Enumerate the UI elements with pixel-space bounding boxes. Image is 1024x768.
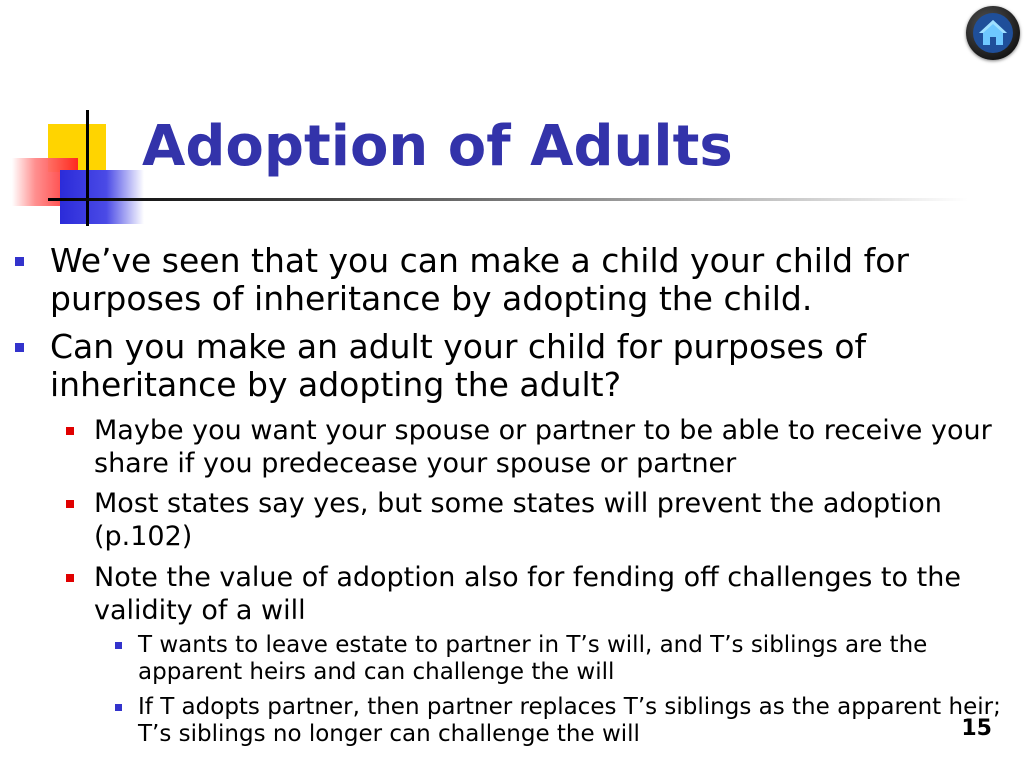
sub-sub-bullet-text: T wants to leave estate to partner in T’s will, and T’s siblings are the apparent heirs and can challenge the will [138, 632, 928, 685]
sub-bullet-text: Most states say yes, but some states will prevent the adoption (p.102) [94, 488, 942, 552]
home-icon [971, 11, 1015, 55]
sub-sub-bullet-text: If T adopts partner, then partner replaces T’s siblings as the apparent heir; T’s siblings no longer can challenge the will [138, 694, 1001, 747]
decorative-blue-square [60, 170, 144, 224]
sub-sub-bullet-marker [115, 704, 122, 711]
slide-title: Adoption of Adults [142, 114, 733, 179]
sub-bullet-marker [66, 574, 74, 582]
bullet-marker [15, 343, 24, 352]
sub-sub-bullet-marker [115, 642, 122, 649]
slide-number: 15 [961, 716, 992, 741]
home-button[interactable] [966, 6, 1020, 60]
bullet-text: We’ve seen that you can make a child your child for purposes of inheritance by adopting the child. [50, 241, 909, 318]
sub-bullet-marker [66, 427, 74, 435]
sub-bullet-text: Note the value of adoption also for fending off challenges to the validity of a will [94, 562, 961, 626]
title-underline [48, 198, 968, 201]
bullet-marker [15, 257, 24, 266]
sub-bullet-marker [66, 500, 74, 508]
sub-bullet-text: Maybe you want your spouse or partner to be able to receive your share if you predecease your spouse or partner [94, 415, 992, 479]
bullet-text: Can you make an adult your child for purposes of inheritance by adopting the adult? [50, 327, 867, 404]
decorative-vertical-line [86, 110, 89, 226]
